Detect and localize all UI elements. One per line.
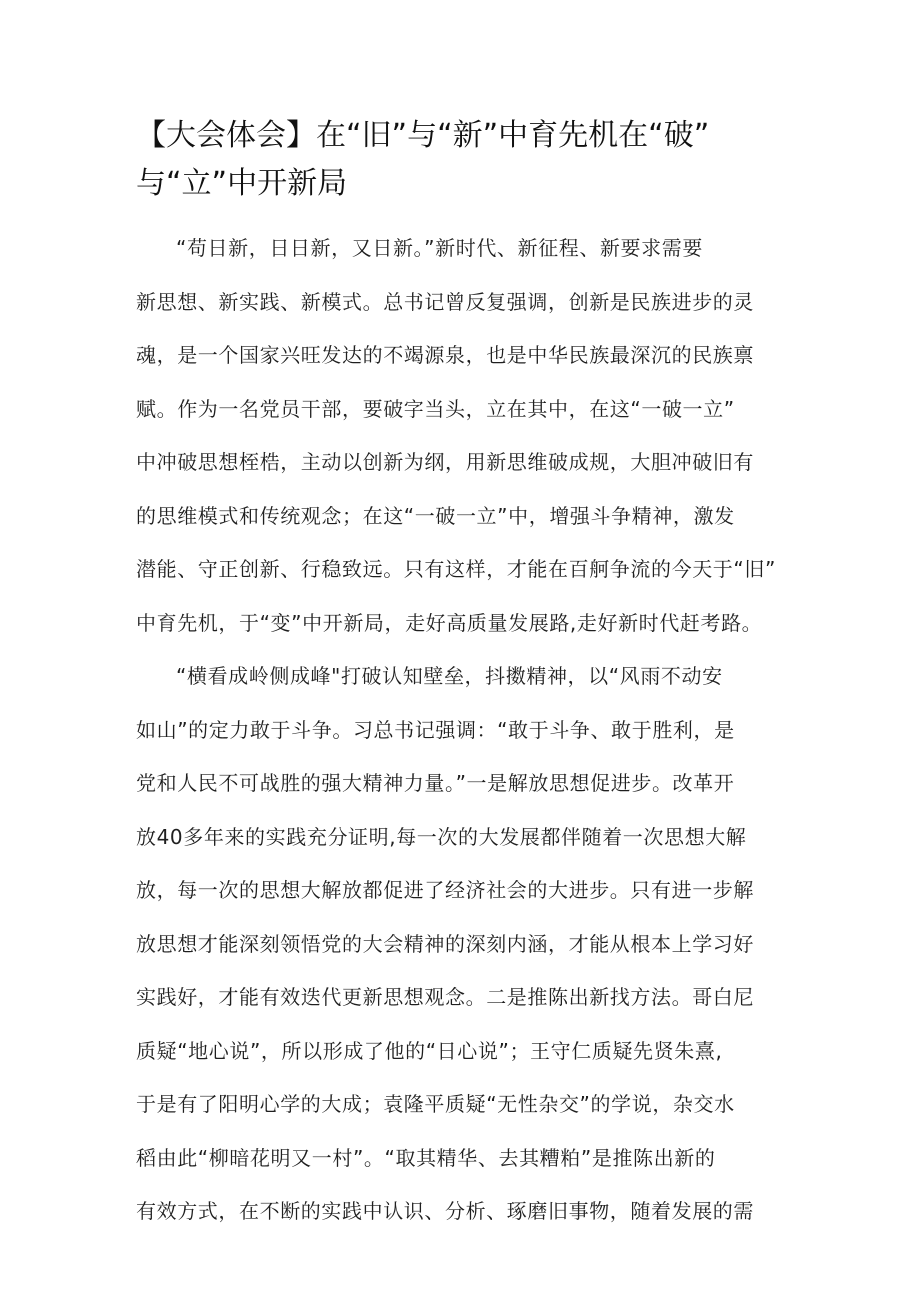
paragraph-2-line-4: 放40多年来的实践充分证明,每一次的大发展都伴随着一次思想大解 (136, 824, 747, 849)
paragraph-2-line-6: 放思想才能深刻领悟党的大会精神的深刻内涵，才能从根本上学习好 (136, 931, 754, 956)
paragraph-2-line-10: 稻由此“柳暗花明又一村”。“取其精华、去其糟粕”是推陈出新的 (136, 1145, 716, 1170)
title-line-2: 与“立”中开新局 (136, 166, 348, 201)
paragraph-1-line-1: “苟日新，日日新，又日新。”新时代、新征程、新要求需要 (176, 236, 703, 260)
paragraph-1-line-2: 新思想、新实践、新模式。总书记曾反复强调，创新是民族进步的灵 (136, 289, 754, 314)
paragraph-1-line-8: 中育先机，于“变”中开新局，走好高质量发展路,走好新时代赶考路。 (136, 610, 763, 635)
paragraph-2-line-7: 实践好，才能有效迭代更新思想观念。二是推陈出新找方法。哥白尼 (136, 985, 754, 1009)
paragraph-2-line-9: 于是有了阳明心学的大成；袁隆平质疑“无性杂交”的学说，杂交水 (136, 1092, 735, 1116)
paragraph-2-line-1: “横看成岭侧成峰"打破认知壁垒，抖擞精神，以“风雨不动安 (176, 664, 723, 688)
paragraph-2-line-5: 放，每一次的思想大解放都促进了经济社会的大进步。只有进一步解 (136, 878, 754, 902)
paragraph-2-line-3: 党和人民不可战胜的强大精神力量。”一是解放思想促进步。改革开 (136, 771, 735, 795)
paragraph-1-line-7: 潜能、守正创新、行稳致远。只有这样，才能在百舸争流的今天于“旧” (136, 557, 776, 581)
title-line-1: 【大会体会】在“旧”与“新”中育先机在“破” (136, 118, 710, 153)
paragraph-1-line-4: 赋。作为一名党员干部，要破字当头，立在其中，在这“一破一立” (136, 396, 735, 421)
document-title (136, 112, 804, 208)
paragraph-2-line-2: 如山”的定力敢于斗争。习总书记强调：“敢于斗争、敢于胜利，是 (136, 717, 735, 742)
paragraph-1-line-5: 中冲破思想桎梏，主动以创新为纲，用新思维破成规，大胆冲破旧有 (136, 450, 754, 474)
paragraph-1-line-3: 魂，是一个国家兴旺发达的不竭源泉，也是中华民族最深沉的民族禀 (136, 343, 754, 367)
paragraph-2-line-8: 质疑“地心说”，所以形成了他的“日心说”；王守仁质疑先贤朱熹, (136, 1038, 723, 1063)
paragraph-1-line-6: 的思维模式和传统观念；在这“一破一立”中，增强斗争精神，激发 (136, 503, 735, 528)
paragraph-2-line-11: 有效方式，在不断的实践中认识、分析、琢磨旧事物，随着发展的需 (136, 1199, 754, 1223)
document-body (136, 222, 796, 1239)
